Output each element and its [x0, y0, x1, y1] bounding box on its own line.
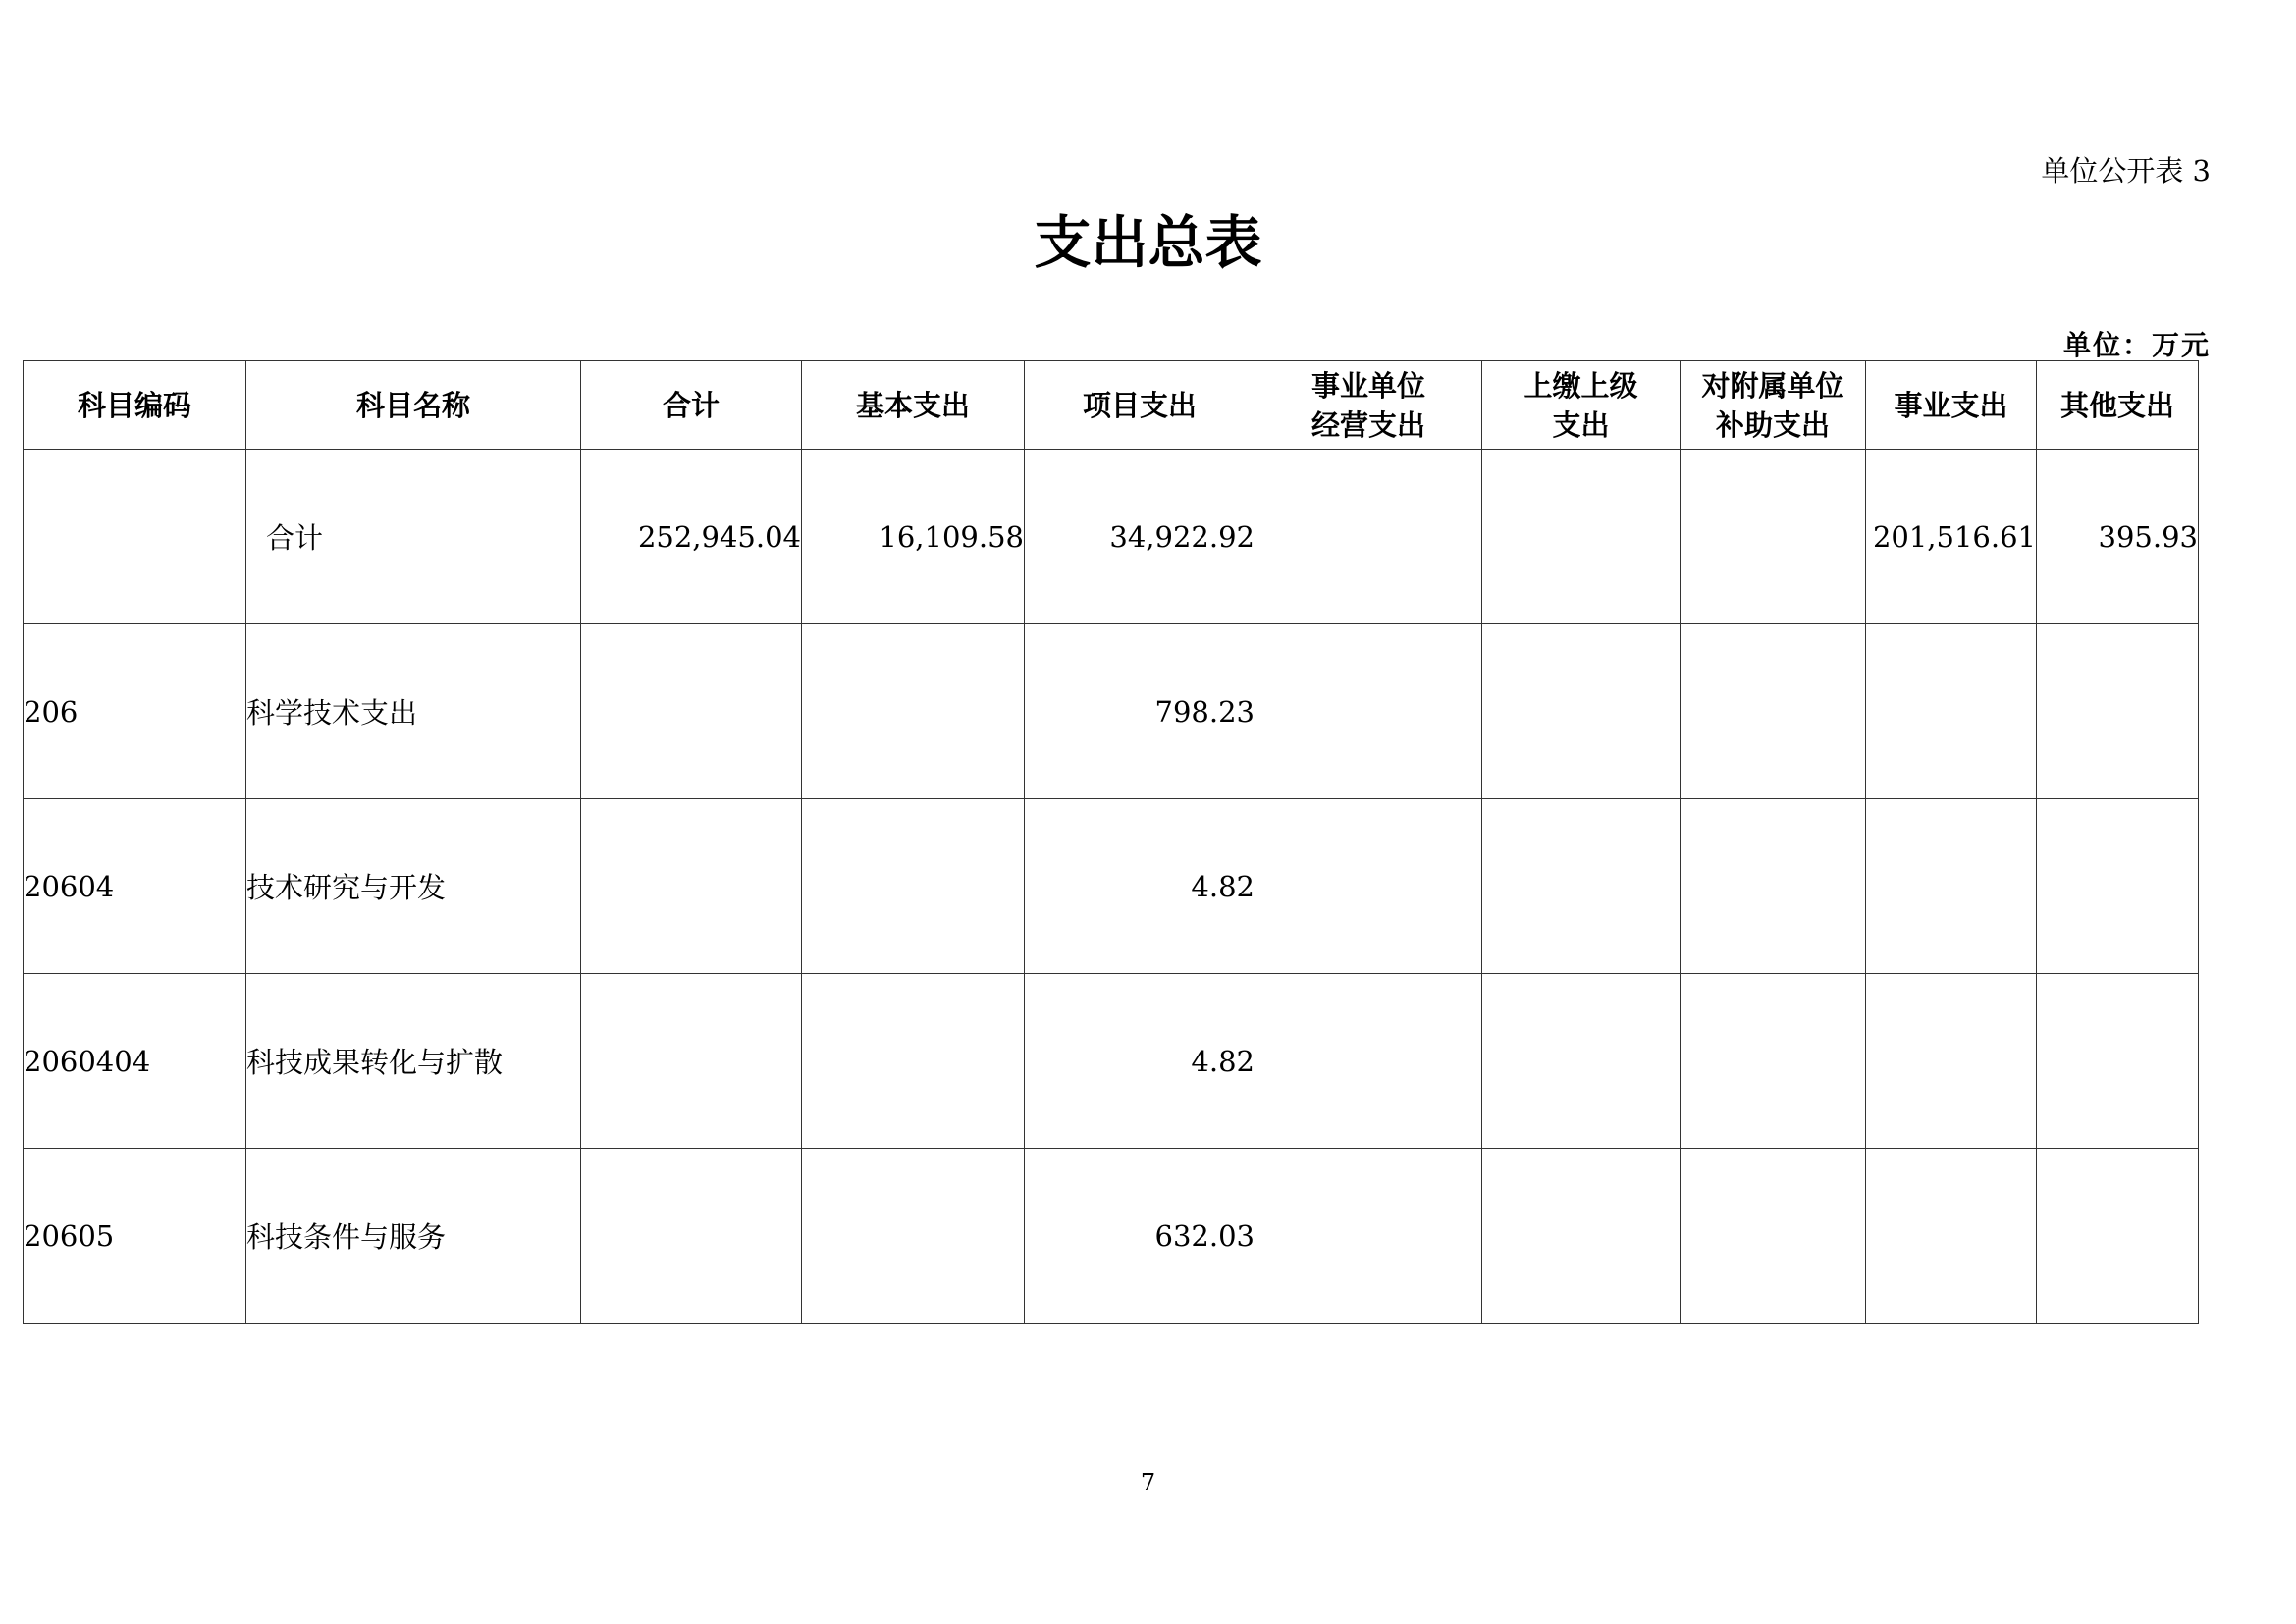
- subject-name-cell: 科技条件与服务: [246, 1149, 581, 1324]
- other-expenditure-cell: [2037, 799, 2199, 974]
- business-operation-cell: [1255, 624, 1482, 799]
- column-header-label: 基本支出: [855, 388, 970, 422]
- subsidiary-subsidy-cell: [1681, 974, 1866, 1149]
- column-header-label: 上缴上级 支出: [1523, 368, 1638, 442]
- project-expenditure-cell: 4.82: [1025, 799, 1255, 974]
- column-header-label: 事业单位 经营支出: [1310, 368, 1425, 442]
- column-header: [802, 361, 1025, 450]
- business-operation-cell: [1255, 799, 1482, 974]
- subject-name-cell: 科技成果转化与扩散: [246, 974, 581, 1149]
- subject-code-cell: 20605: [24, 1149, 246, 1324]
- table-header-row: [24, 361, 2199, 450]
- column-header: [2037, 361, 2199, 450]
- column-header-label: 科目名称: [355, 388, 470, 422]
- remit-superior-cell: [1482, 624, 1681, 799]
- subject-code-cell: [24, 450, 246, 624]
- subject-code-cell: 2060404: [24, 974, 246, 1149]
- other-expenditure-cell: 395.93: [2037, 450, 2199, 624]
- table-row: [24, 624, 2199, 799]
- column-header-label: 科目编码: [77, 388, 191, 422]
- column-header: [1025, 361, 1255, 450]
- total-cell: [581, 1149, 802, 1324]
- page-number: 7: [1140, 1469, 1156, 1496]
- total-cell: [581, 974, 802, 1149]
- subject-name-cell: 科学技术支出: [246, 624, 581, 799]
- total-cell: 252,945.04: [581, 450, 802, 624]
- subsidiary-subsidy-cell: [1681, 1149, 1866, 1324]
- column-header: [1681, 361, 1866, 450]
- subject-code-cell: 20604: [24, 799, 246, 974]
- basic-expenditure-cell: [802, 799, 1025, 974]
- column-header: [1482, 361, 1681, 450]
- table-id-label: 单位公开表 3: [2041, 154, 2211, 188]
- undertaking-expenditure-cell: [1866, 974, 2037, 1149]
- column-header: [246, 361, 581, 450]
- page-title: 支出总表: [1034, 209, 1262, 276]
- table-row: [24, 450, 2199, 624]
- column-header-label: 项目支出: [1082, 388, 1197, 422]
- expenditure-table: [23, 360, 2199, 1324]
- subsidiary-subsidy-cell: [1681, 450, 1866, 624]
- remit-superior-cell: [1482, 799, 1681, 974]
- business-operation-cell: [1255, 1149, 1482, 1324]
- project-expenditure-cell: 632.03: [1025, 1149, 1255, 1324]
- project-expenditure-cell: 798.23: [1025, 624, 1255, 799]
- subject-name-cell: 技术研究与开发: [246, 799, 581, 974]
- unit-label: 单位：万元: [2062, 329, 2211, 361]
- business-operation-cell: [1255, 450, 1482, 624]
- table-row: [24, 1149, 2199, 1324]
- subsidiary-subsidy-cell: [1681, 799, 1866, 974]
- column-header: [581, 361, 802, 450]
- column-header-label: 其他支出: [2059, 388, 2174, 422]
- other-expenditure-cell: [2037, 1149, 2199, 1324]
- undertaking-expenditure-cell: [1866, 799, 2037, 974]
- undertaking-expenditure-cell: [1866, 624, 2037, 799]
- total-cell: [581, 624, 802, 799]
- table-row: [24, 974, 2199, 1149]
- basic-expenditure-cell: [802, 1149, 1025, 1324]
- other-expenditure-cell: [2037, 974, 2199, 1149]
- undertaking-expenditure-cell: 201,516.61: [1866, 450, 2037, 624]
- remit-superior-cell: [1482, 1149, 1681, 1324]
- table-row: [24, 799, 2199, 974]
- undertaking-expenditure-cell: [1866, 1149, 2037, 1324]
- column-header-label: 对附属单位 补助支出: [1701, 368, 1844, 442]
- column-header: [24, 361, 246, 450]
- subject-name-cell: 合计: [246, 450, 581, 624]
- remit-superior-cell: [1482, 974, 1681, 1149]
- column-header: [1255, 361, 1482, 450]
- project-expenditure-cell: 34,922.92: [1025, 450, 1255, 624]
- business-operation-cell: [1255, 974, 1482, 1149]
- column-header: [1866, 361, 2037, 450]
- column-header-label: 合计: [662, 388, 720, 422]
- subsidiary-subsidy-cell: [1681, 624, 1866, 799]
- project-expenditure-cell: 4.82: [1025, 974, 1255, 1149]
- basic-expenditure-cell: [802, 974, 1025, 1149]
- basic-expenditure-cell: [802, 624, 1025, 799]
- column-header-label: 事业支出: [1894, 388, 2008, 422]
- remit-superior-cell: [1482, 450, 1681, 624]
- basic-expenditure-cell: 16,109.58: [802, 450, 1025, 624]
- total-cell: [581, 799, 802, 974]
- subject-code-cell: 206: [24, 624, 246, 799]
- other-expenditure-cell: [2037, 624, 2199, 799]
